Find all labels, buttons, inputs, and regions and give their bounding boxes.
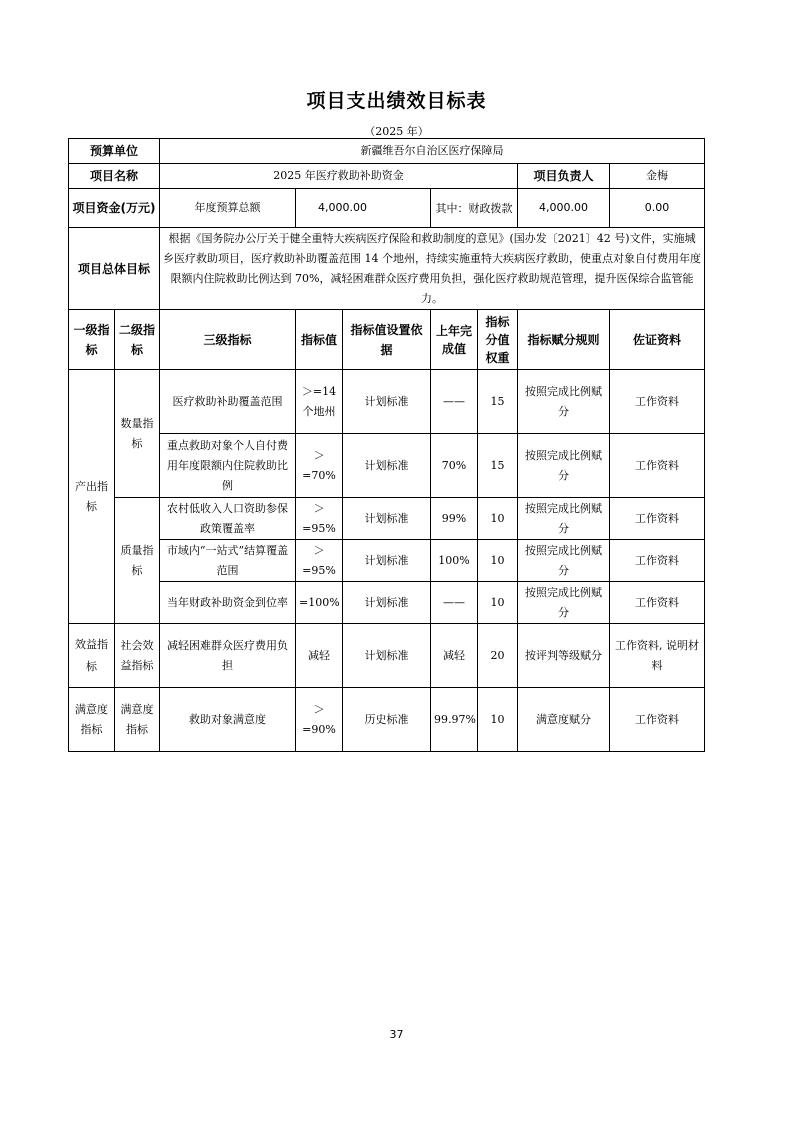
group-output: 产出指标 xyxy=(69,370,115,624)
other-value: 0.00 xyxy=(610,189,705,228)
row-value: ＞=95% xyxy=(296,498,343,540)
col-level2: 二级指标 xyxy=(115,310,160,370)
table-row xyxy=(69,688,705,752)
funds-row xyxy=(69,189,705,228)
row-name: 减轻困难群众医疗费用负担 xyxy=(160,624,296,688)
col-level3: 三级指标 xyxy=(160,310,296,370)
row-evidence: 工作资料 xyxy=(610,498,705,540)
goal-label: 项目总体目标 xyxy=(69,228,160,310)
row-value: ＞=14个地州 xyxy=(296,370,343,434)
row-basis: 历史标准 xyxy=(343,688,431,752)
budget-unit-label: 预算单位 xyxy=(69,139,160,164)
row-rule: 按照完成比例赋分 xyxy=(518,370,610,434)
group-benefit: 效益指标 xyxy=(69,624,115,688)
row-last: —— xyxy=(431,582,478,624)
row-rule: 按照完成比例赋分 xyxy=(518,434,610,498)
row-name: 农村低收入人口资助参保政策覆盖率 xyxy=(160,498,296,540)
row-weight: 15 xyxy=(478,370,518,434)
row-weight: 15 xyxy=(478,434,518,498)
row-name: 医疗救助补助覆盖范围 xyxy=(160,370,296,434)
row-rule: 按照完成比例赋分 xyxy=(518,540,610,582)
performance-table xyxy=(68,138,705,752)
row-weight: 10 xyxy=(478,688,518,752)
project-name-row xyxy=(69,164,705,189)
funds-label: 项目资金(万元) xyxy=(69,189,160,228)
col-rule: 指标赋分规则 xyxy=(518,310,610,370)
group-quality: 质量指标 xyxy=(115,498,160,624)
table-row xyxy=(69,498,705,540)
row-name: 重点救助对象个人自付费用年度限额内住院救助比例 xyxy=(160,434,296,498)
annual-total-value: 4,000.00 xyxy=(296,189,431,228)
row-rule: 满意度赋分 xyxy=(518,688,610,752)
table-row xyxy=(69,434,705,498)
col-weight: 指标分值权重 xyxy=(478,310,518,370)
goal-row xyxy=(69,228,705,310)
col-basis: 指标值设置依据 xyxy=(343,310,431,370)
col-evidence: 佐证资料 xyxy=(610,310,705,370)
col-level1: 一级指标 xyxy=(69,310,115,370)
row-last: —— xyxy=(431,370,478,434)
table-row xyxy=(69,540,705,582)
row-value: ＞=90% xyxy=(296,688,343,752)
table-row xyxy=(69,624,705,688)
budget-unit-value: 新疆维吾尔自治区医疗保障局 xyxy=(160,139,705,164)
row-weight: 10 xyxy=(478,582,518,624)
row-last: 99.97% xyxy=(431,688,478,752)
fiscal-value: 4,000.00 xyxy=(518,189,610,228)
row-rule: 按照完成比例赋分 xyxy=(518,498,610,540)
table-row xyxy=(69,370,705,434)
year-label: （2025 年） xyxy=(364,125,429,138)
row-value: 减轻 xyxy=(296,624,343,688)
row-value: ＞=70% xyxy=(296,434,343,498)
row-evidence: 工作资料 xyxy=(610,370,705,434)
col-indicator-value: 指标值 xyxy=(296,310,343,370)
row-weight: 10 xyxy=(478,540,518,582)
group-satisfaction-sub: 满意度指标 xyxy=(115,688,160,752)
row-last: 100% xyxy=(431,540,478,582)
responsible-label: 项目负责人 xyxy=(518,164,610,189)
row-basis: 计划标准 xyxy=(343,498,431,540)
row-weight: 10 xyxy=(478,498,518,540)
budget-unit-row xyxy=(69,139,705,164)
row-basis: 计划标准 xyxy=(343,370,431,434)
row-basis: 计划标准 xyxy=(343,582,431,624)
row-basis: 计划标准 xyxy=(343,540,431,582)
page-title: 项目支出绩效目标表 xyxy=(306,90,487,112)
group-satisfaction: 满意度指标 xyxy=(69,688,115,752)
responsible-value: 金梅 xyxy=(610,164,705,189)
row-last: 70% xyxy=(431,434,478,498)
page-number: 37 xyxy=(389,1028,404,1041)
row-last: 99% xyxy=(431,498,478,540)
row-name: 市域内“一站式”结算覆盖范围 xyxy=(160,540,296,582)
row-value: ＞=95% xyxy=(296,540,343,582)
row-evidence: 工作资料 xyxy=(610,540,705,582)
row-evidence: 工作资料 xyxy=(610,582,705,624)
fiscal-label: 其中：财政拨款 xyxy=(431,189,518,228)
column-header-row xyxy=(69,310,705,370)
group-social: 社会效益指标 xyxy=(115,624,160,688)
row-name: 当年财政补助资金到位率 xyxy=(160,582,296,624)
row-evidence: 工作资料 xyxy=(610,688,705,752)
row-last: 减轻 xyxy=(431,624,478,688)
row-rule: 按照完成比例赋分 xyxy=(518,582,610,624)
project-name-label: 项目名称 xyxy=(69,164,160,189)
project-name-value: 2025 年医疗救助补助资金 xyxy=(160,164,518,189)
row-value: =100% xyxy=(296,582,343,624)
group-quantity: 数量指标 xyxy=(115,370,160,498)
row-basis: 计划标准 xyxy=(343,624,431,688)
row-rule: 按评判等级赋分 xyxy=(518,624,610,688)
row-evidence: 工作资料, 说明材料 xyxy=(610,624,705,688)
annual-total-label: 年度预算总额 xyxy=(160,189,296,228)
row-name: 救助对象满意度 xyxy=(160,688,296,752)
goal-text: 根据《国务院办公厅关于健全重特大疾病医疗保险和救助制度的意见》(国办发〔2021〕42 号)文件，实施城乡医疗救助项目，医疗救助补助覆盖范围 14 个地州，持续实施重特大疾病医疗救助，使重点对象自付费用年度限额内住院救助比例达到 70%，减轻困难群众医疗费用负担，强化医疗救助规范管理，提升医保综合监管能力。 xyxy=(160,228,705,310)
row-weight: 20 xyxy=(478,624,518,688)
row-basis: 计划标准 xyxy=(343,434,431,498)
table-row xyxy=(69,582,705,624)
row-evidence: 工作资料 xyxy=(610,434,705,498)
col-last-year: 上年完成值 xyxy=(431,310,478,370)
